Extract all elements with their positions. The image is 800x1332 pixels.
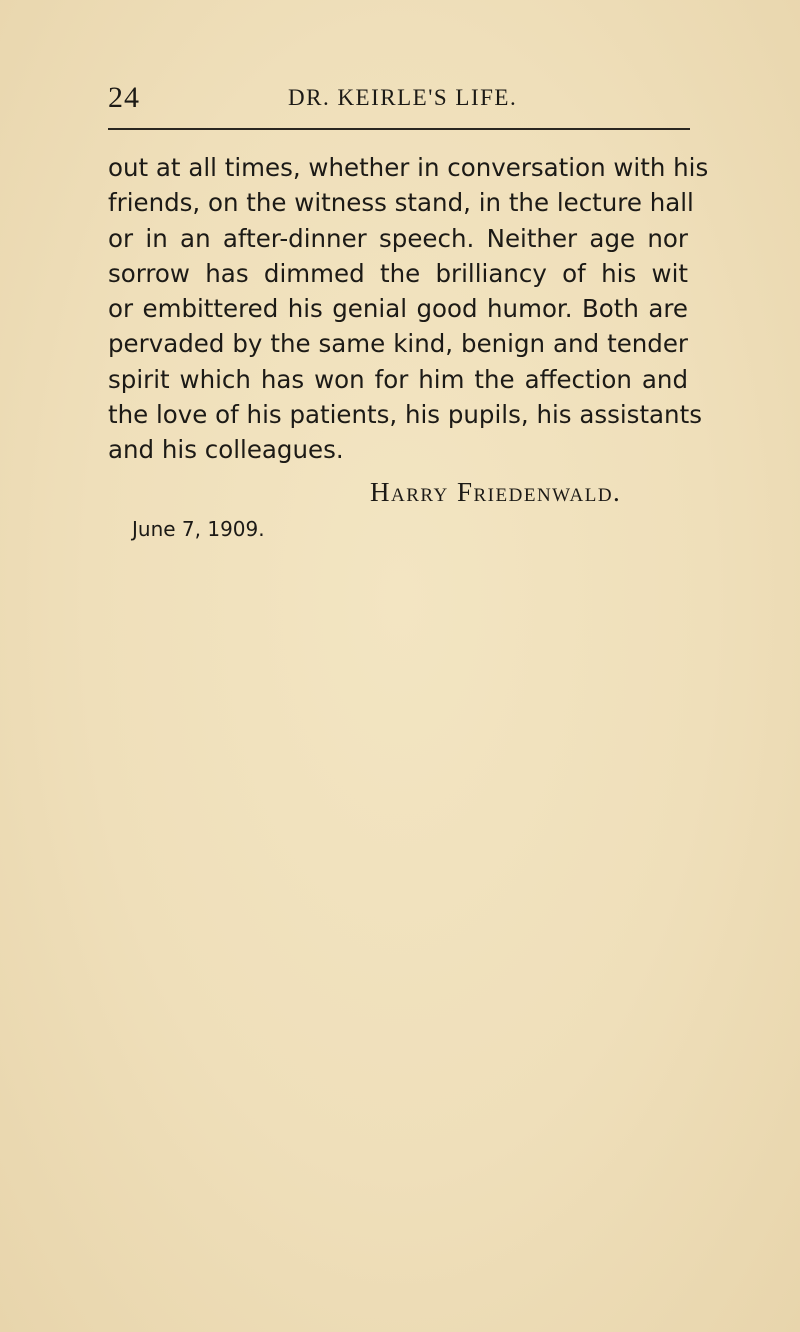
running-head: DR. KEIRLE'S LIFE. xyxy=(288,85,518,110)
body-paragraph xyxy=(108,150,709,468)
author-signature: Harry Friedenwald. xyxy=(370,477,622,507)
text-line: the love of his patients, his pupils, his assistants xyxy=(108,400,702,430)
date-line: June 7, 1909. xyxy=(132,517,265,541)
page-header xyxy=(108,80,690,120)
header-rule xyxy=(108,128,690,130)
text-line: spirit which has won for him the affection and xyxy=(108,364,688,394)
text-line: pervaded by the same kind, benign and tender xyxy=(108,329,688,359)
text-line: sorrow has dimmed the brilliancy of his wit xyxy=(108,258,688,288)
text-line: or embittered his genial good humor. Both are xyxy=(108,294,688,324)
page-number: 24 xyxy=(108,81,140,114)
text-line: friends, on the witness stand, in the lecture hall xyxy=(108,188,694,218)
text-line: out at all times, whether in conversation with his xyxy=(108,153,709,182)
text-line: and his colleagues. xyxy=(108,435,344,465)
text-line: or in an after-dinner speech. Neither age nor xyxy=(108,223,688,253)
